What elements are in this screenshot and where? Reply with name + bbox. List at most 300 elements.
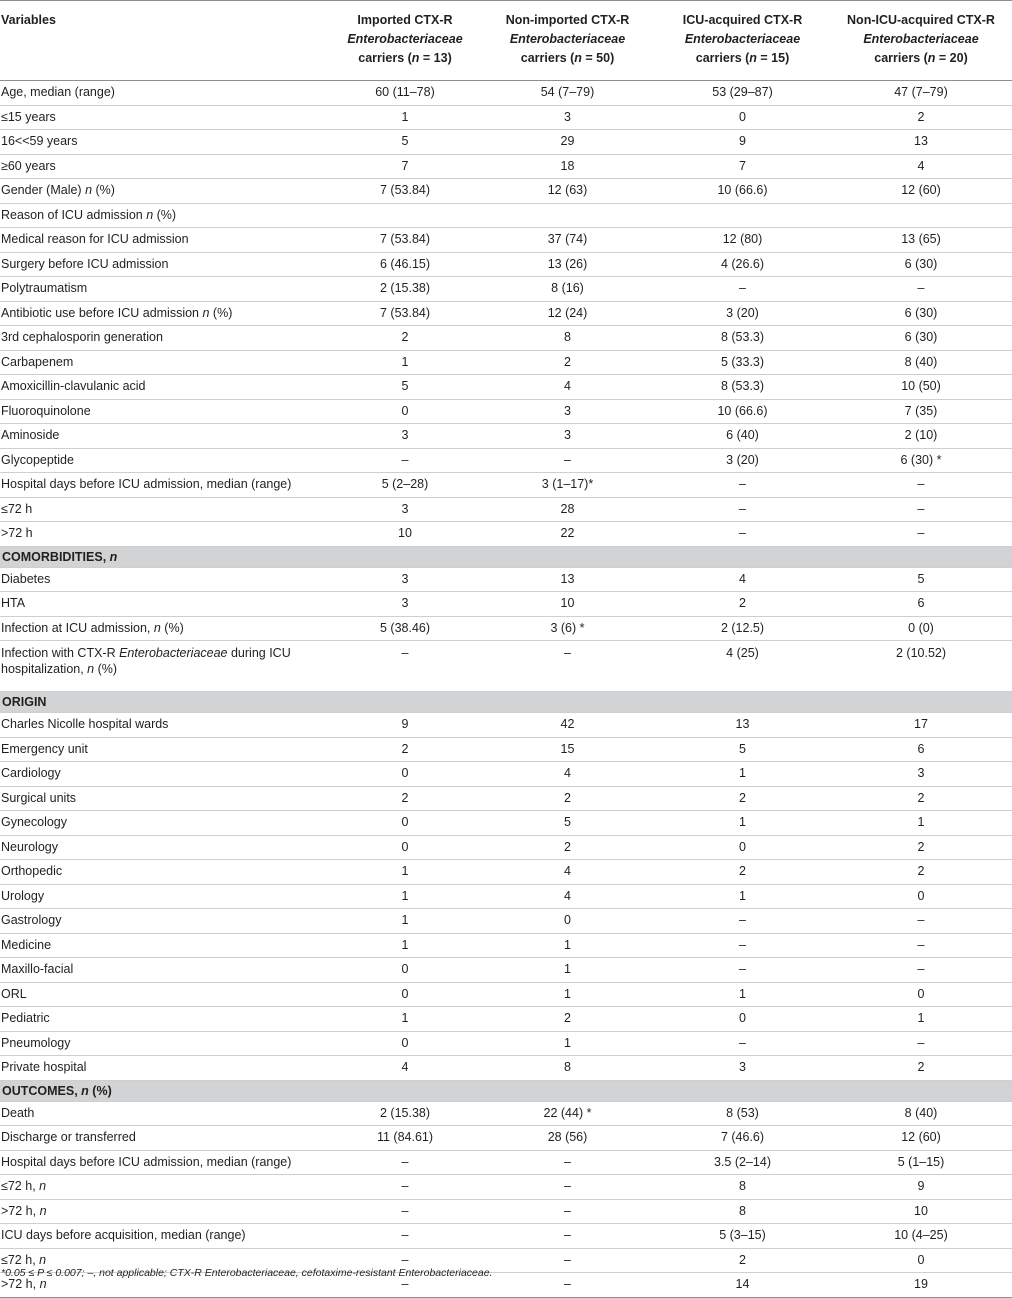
row-label: Glycopeptide [0,448,330,473]
row-label: ≤72 h [0,497,330,522]
row-label: Gender (Male) n (%) [0,179,330,204]
cell-value: 0 (0) [830,616,1012,641]
cell-value: 1 [655,811,830,836]
row-label: Surgery before ICU admission [0,252,330,277]
cell-value: 1 [330,860,480,885]
table-row [0,424,1012,449]
row-label: Medical reason for ICU admission [0,228,330,253]
cell-value: 5 (1–15) [830,1150,1012,1175]
cell-value: 8 (16) [480,277,655,302]
table-row [0,350,1012,375]
cell-value: – [830,522,1012,547]
cell-value: 2 [480,350,655,375]
table-row [0,567,1012,592]
cell-value: – [830,909,1012,934]
cell-value: 0 [655,105,830,130]
cell-value: 3 [480,105,655,130]
cell-value: 42 [480,713,655,738]
row-label: >72 h [0,522,330,547]
cell-value: 3.5 (2–14) [655,1150,830,1175]
row-label: Diabetes [0,567,330,592]
cell-value: 3 [330,592,480,617]
section-header-label: COMORBIDITIES, n [0,546,1012,567]
cell-value: 1 [330,350,480,375]
row-label: Antibiotic use before ICU admission n (%) [0,301,330,326]
table-row [0,228,1012,253]
cell-value: 1 [480,933,655,958]
cell-value: 2 [655,786,830,811]
cell-value: 13 [655,713,830,738]
cell-value: 2 [480,786,655,811]
cell-value: 4 [480,860,655,885]
cell-value: 2 [830,860,1012,885]
cell-value: – [655,1031,830,1056]
table-row [0,81,1012,106]
cell-value: 28 [480,497,655,522]
cell-value: 10 [480,592,655,617]
cell-value [830,203,1012,228]
cell-value: 2 (10) [830,424,1012,449]
row-label: Infection with CTX-R Enterobacteriaceae during ICU hospitalization, n (%) [0,641,330,692]
header-icu-acquired-line1: ICU-acquired CTX-R [682,13,803,27]
cell-value: 2 [655,860,830,885]
row-label: Pediatric [0,1007,330,1032]
header-non-icu-acquired-line1: Non-ICU-acquired CTX-R [847,13,995,27]
cell-value: 2 (15.38) [330,277,480,302]
cell-value: 4 [830,154,1012,179]
row-label: Gynecology [0,811,330,836]
table-row [0,1031,1012,1056]
header-icu-acquired [655,1,830,81]
cell-value: 3 (1–17)* [480,473,655,498]
header-imported [330,1,480,81]
cell-value: 15 [480,737,655,762]
header-variables-label: Variables [1,13,56,27]
cell-value: 7 (46.6) [655,1126,830,1151]
cell-value: 13 (26) [480,252,655,277]
cell-value [480,203,655,228]
cell-value: 53 (29–87) [655,81,830,106]
cell-value: 12 (60) [830,179,1012,204]
cell-value: 8 [655,1175,830,1200]
cell-value: 11 (84.61) [330,1126,480,1151]
cell-value: 1 [830,811,1012,836]
cell-value: – [330,1273,480,1298]
cell-value: 10 [330,522,480,547]
cell-value: 9 [830,1175,1012,1200]
cell-value: 2 (15.38) [330,1101,480,1126]
table-row [0,522,1012,547]
cell-value: 3 [480,424,655,449]
cell-value: 1 [330,1007,480,1032]
cell-value: 0 [830,884,1012,909]
table-row [0,154,1012,179]
table-row [0,497,1012,522]
section-header-label: OUTCOMES, n (%) [0,1080,1012,1101]
cell-value: – [330,641,480,692]
cell-value: – [330,1150,480,1175]
cell-value: 29 [480,130,655,155]
row-label: Gastrology [0,909,330,934]
cell-value: – [830,497,1012,522]
cell-value: 8 (53) [655,1101,830,1126]
table-row [0,1199,1012,1224]
cell-value: 4 [480,375,655,400]
table-row [0,1101,1012,1126]
cell-value: 8 (40) [830,350,1012,375]
cell-value: 2 [330,786,480,811]
cell-value: 6 (30) * [830,448,1012,473]
cell-value: 54 (7–79) [480,81,655,106]
cell-value: 60 (11–78) [330,81,480,106]
row-label: Orthopedic [0,860,330,885]
cell-value: – [480,1175,655,1200]
table-row [0,933,1012,958]
table-header-row [0,1,1012,81]
cell-value: 1 [330,909,480,934]
cell-value: 2 [830,1056,1012,1081]
section-header-label: ORIGIN [0,692,1012,713]
cell-value: 0 [330,811,480,836]
cell-value: 10 [830,1199,1012,1224]
table-row [0,1175,1012,1200]
cell-value: 10 (50) [830,375,1012,400]
table-row [0,277,1012,302]
row-label: Fluoroquinolone [0,399,330,424]
cell-value: 5 (38.46) [330,616,480,641]
cell-value: 37 (74) [480,228,655,253]
row-label: ≤72 h, n [0,1248,330,1273]
cell-value: – [480,1273,655,1298]
row-label: Charles Nicolle hospital wards [0,713,330,738]
cell-value: 8 (40) [830,1101,1012,1126]
cell-value: – [655,277,830,302]
cell-value: 3 (20) [655,301,830,326]
cell-value: – [655,958,830,983]
row-label: Emergency unit [0,737,330,762]
header-non-icu-acquired [830,1,1012,81]
table-row [0,326,1012,351]
table-row [0,1056,1012,1081]
cell-value [330,203,480,228]
cell-value: 8 [480,1056,655,1081]
row-label: 16<<59 years [0,130,330,155]
header-non-icu-acquired-line2: Enterobacteriaceae [863,32,979,46]
table-row [0,301,1012,326]
cell-value: 8 [655,1199,830,1224]
row-label: Infection at ICU admission, n (%) [0,616,330,641]
cell-value: 0 [330,762,480,787]
row-label: Age, median (range) [0,81,330,106]
table-row [0,713,1012,738]
cell-value: 13 [830,130,1012,155]
cell-value: 8 (53.3) [655,375,830,400]
row-label: Neurology [0,835,330,860]
row-label: Pneumology [0,1031,330,1056]
cell-value: 47 (7–79) [830,81,1012,106]
cell-value: – [480,641,655,692]
cell-value: – [655,522,830,547]
cell-value: 2 [830,835,1012,860]
row-label: Polytraumatism [0,277,330,302]
cell-value: 6 (30) [830,326,1012,351]
cell-value: 5 [655,737,830,762]
cell-value: 4 (25) [655,641,830,692]
cell-value: 1 [480,958,655,983]
table-row [0,762,1012,787]
cell-value: – [480,1199,655,1224]
table-row [0,105,1012,130]
row-label: Amoxicillin-clavulanic acid [0,375,330,400]
row-label: ≤72 h, n [0,1175,330,1200]
cell-value: 4 [330,1056,480,1081]
cell-value: 10 (66.6) [655,399,830,424]
cell-value: 2 [830,786,1012,811]
table-row [0,958,1012,983]
cell-value: 1 [480,1031,655,1056]
table-row [0,252,1012,277]
header-non-imported-line2: Enterobacteriaceae [509,32,626,46]
cell-value: 10 (66.6) [655,179,830,204]
cell-value: 1 [480,982,655,1007]
table-row [0,909,1012,934]
row-label: Cardiology [0,762,330,787]
cell-value: 6 (40) [655,424,830,449]
cell-value: 22 (44) * [480,1101,655,1126]
cell-value: 1 [330,105,480,130]
cell-value: 2 (12.5) [655,616,830,641]
cell-value: – [655,909,830,934]
row-label: >72 h, n [0,1199,330,1224]
cell-value: 13 [480,567,655,592]
cell-value: 6 [830,737,1012,762]
cell-value: 0 [655,835,830,860]
row-label: Aminoside [0,424,330,449]
row-label: Urology [0,884,330,909]
row-label: 3rd cephalosporin generation [0,326,330,351]
cell-value: 3 (20) [655,448,830,473]
cell-value: – [330,1248,480,1273]
cell-value: 1 [655,884,830,909]
cell-value: 4 [480,884,655,909]
row-label: Surgical units [0,786,330,811]
header-icu-acquired-line3: carriers (n = 15) [695,51,790,65]
cell-value: 12 (63) [480,179,655,204]
row-label: Death [0,1101,330,1126]
cell-value: 8 [480,326,655,351]
header-non-imported-line3: carriers (n = 50) [520,51,615,65]
section-header-row [0,1080,1012,1101]
table-row [0,179,1012,204]
cell-value: 2 [655,1248,830,1273]
cell-value: 6 [830,592,1012,617]
cell-value: 22 [480,522,655,547]
cell-value: 3 [830,762,1012,787]
table-row [0,399,1012,424]
cell-value: 4 [480,762,655,787]
cell-value: 0 [330,399,480,424]
cell-value: 2 [330,326,480,351]
cell-value: 6 (30) [830,301,1012,326]
row-label: ≥60 years [0,154,330,179]
cell-value: 28 (56) [480,1126,655,1151]
header-non-imported-line1: Non-imported CTX-R [505,13,630,27]
cell-value: 7 (53.84) [330,179,480,204]
cell-value: 7 (35) [830,399,1012,424]
cell-value: 6 (30) [830,252,1012,277]
cell-value: 9 [655,130,830,155]
cell-value: 17 [830,713,1012,738]
cell-value: 7 [330,154,480,179]
cell-value: 18 [480,154,655,179]
cell-value: 13 (65) [830,228,1012,253]
cell-value: 7 (53.84) [330,228,480,253]
cell-value: 3 [330,497,480,522]
cell-value: 7 [655,154,830,179]
header-imported-line1: Imported CTX-R [357,13,453,27]
cell-value: 1 [330,884,480,909]
cell-value: 1 [655,762,830,787]
row-label: >72 h, n [0,1273,330,1298]
row-label: Carbapenem [0,350,330,375]
cell-value: 10 (4–25) [830,1224,1012,1249]
table-row [0,375,1012,400]
table-row [0,811,1012,836]
table-row [0,835,1012,860]
row-label: Private hospital [0,1056,330,1081]
cell-value: 2 [330,737,480,762]
row-label: Discharge or transferred [0,1126,330,1151]
cell-value: 6 (46.15) [330,252,480,277]
cell-value: 0 [655,1007,830,1032]
cell-value: 5 (2–28) [330,473,480,498]
header-imported-line2: Enterobacteriaceae [347,32,463,46]
row-label: ICU days before acquisition, median (range) [0,1224,330,1249]
table-row [0,982,1012,1007]
cell-value: 5 [830,567,1012,592]
header-non-imported [480,1,655,81]
cell-value: 3 [480,399,655,424]
cell-value [655,203,830,228]
cell-value: – [330,1175,480,1200]
table-row [0,616,1012,641]
cell-value: 4 (26.6) [655,252,830,277]
cell-value: 8 (53.3) [655,326,830,351]
table-row [0,1126,1012,1151]
cell-value: 5 (3–15) [655,1224,830,1249]
cell-value: 12 (60) [830,1126,1012,1151]
table-row [0,203,1012,228]
cell-value: – [655,473,830,498]
cell-value: 5 [330,375,480,400]
cell-value: 3 (6) * [480,616,655,641]
cell-value: – [480,1150,655,1175]
cell-value: – [830,277,1012,302]
cell-value: – [480,448,655,473]
table-row [0,1007,1012,1032]
row-label: Maxillo-facial [0,958,330,983]
cell-value: 9 [330,713,480,738]
header-imported-line3: carriers (n = 13) [358,51,452,65]
table-row [0,1224,1012,1249]
table-row [0,786,1012,811]
cell-value: 1 [655,982,830,1007]
table-row [0,473,1012,498]
cell-value: 2 [655,592,830,617]
cell-value: 4 [655,567,830,592]
cell-value: 3 [330,567,480,592]
cell-value: 0 [330,982,480,1007]
cell-value: 3 [330,424,480,449]
table-row [0,1150,1012,1175]
row-label: Medicine [0,933,330,958]
cell-value: – [655,933,830,958]
row-label: ≤15 years [0,105,330,130]
cell-value: 19 [830,1273,1012,1298]
table-footnote: *0.05 ≤ P ≤ 0.007; –, not applicable; CTX-R Enterobacteriaceae, cefotaxime-resistant Enterobacteriaceae. [1,1267,493,1279]
cell-value: – [830,1031,1012,1056]
cell-value: 2 [830,105,1012,130]
cell-value: – [330,1224,480,1249]
header-variables [0,1,330,81]
cell-value: 1 [330,933,480,958]
table-row [0,860,1012,885]
row-label: Hospital days before ICU admission, median (range) [0,473,330,498]
cell-value: – [655,497,830,522]
cell-value: – [330,1199,480,1224]
header-non-icu-acquired-line3: carriers (n = 20) [874,51,968,65]
table-row [0,884,1012,909]
cell-value: – [830,933,1012,958]
table-row [0,130,1012,155]
cell-value: 5 [480,811,655,836]
table-row [0,737,1012,762]
row-label: ORL [0,982,330,1007]
cell-value: 12 (80) [655,228,830,253]
cell-value: 12 (24) [480,301,655,326]
cell-value: 14 [655,1273,830,1298]
cell-value: – [830,473,1012,498]
cell-value: 5 [330,130,480,155]
cell-value: 0 [330,1031,480,1056]
row-label: Reason of ICU admission n (%) [0,203,330,228]
table-row [0,592,1012,617]
cell-value: 0 [330,958,480,983]
table-row [0,448,1012,473]
section-header-row [0,546,1012,567]
cell-value: 0 [830,1248,1012,1273]
cell-value: 7 (53.84) [330,301,480,326]
cell-value: 2 [480,835,655,860]
row-label: Hospital days before ICU admission, median (range) [0,1150,330,1175]
table-body [0,81,1012,1298]
cell-value: 0 [830,982,1012,1007]
cell-value: – [330,448,480,473]
header-icu-acquired-line2: Enterobacteriaceae [684,32,801,46]
row-label: HTA [0,592,330,617]
cell-value: – [830,958,1012,983]
cell-value: – [480,1224,655,1249]
cell-value: 2 [480,1007,655,1032]
cell-value: – [480,1248,655,1273]
cell-value: 0 [330,835,480,860]
cell-value: 2 (10.52) [830,641,1012,692]
cell-value: 3 [655,1056,830,1081]
section-header-row [0,692,1012,713]
cell-value: 0 [480,909,655,934]
cell-value: 5 (33.3) [655,350,830,375]
cell-value: 1 [830,1007,1012,1032]
